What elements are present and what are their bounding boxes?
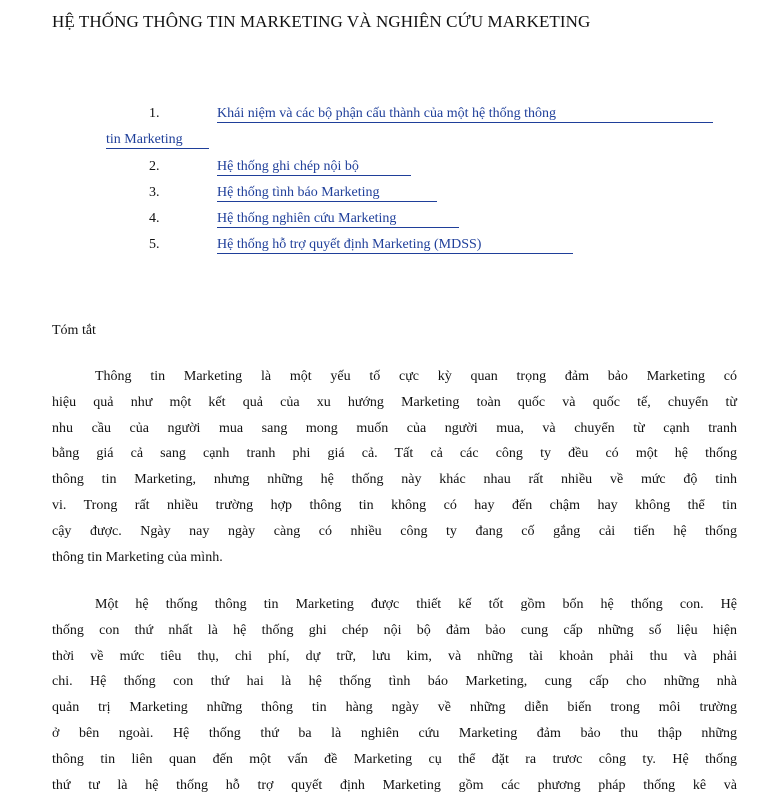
summary-paragraph-1 [52,364,737,570]
toc-underline-1 [217,122,713,123]
toc-link-3[interactable]: Hệ thống tình báo Marketing [217,185,380,200]
toc-number-1: 1. [149,106,160,121]
toc-number-3: 3. [149,185,160,200]
toc-link-1-continued[interactable]: tin Marketing [106,132,183,147]
toc-link-1[interactable]: Khái niệm và các bộ phận cấu thành của một hệ thống thông [217,106,557,121]
paragraph-line: thời về mức tiêu thụ, chi phí, dự trữ, lưu kim, và những tài khoản phải thu và phải [52,648,737,664]
toc-underline-1b [106,148,209,149]
paragraph-line: bằng giá cả sang cạnh tranh phi giá cả. Tất cả các công ty đều có một hệ thống [52,446,737,462]
summary-paragraph-2 [52,592,737,798]
paragraph-line: thống con thứ nhất là hệ thống ghi chép nội bộ đảm bảo cung cấp những số liệu hiện [52,622,737,638]
toc-link-2[interactable]: Hệ thống ghi chép nội bộ [217,159,359,174]
paragraph-line: thứ tư là hệ thống hỗ trợ quyết định Marketing gồm các phương pháp thống kê và [52,777,737,793]
paragraph-line: cậy được. Ngày nay ngày càng có nhiều công ty đang cố gắng cải tiến hệ thống [52,523,737,539]
paragraph-line: ở bên ngoài. Hệ thống thứ ba là nghiên cứu Marketing đảm bảo thu thập những [52,725,737,741]
toc-number-5: 5. [149,237,160,252]
paragraph-line: thông tin Marketing, nhưng những hệ thống này khác nhau rất nhiều về mức độ tinh [52,472,737,488]
paragraph-line: nhu cầu của người mua sang mong muốn của người mua, và chuyển từ cạnh tranh [52,420,737,436]
paragraph-line: hiệu quả như một kết quả của xu hướng Marketing toàn quốc và quốc tế, chuyển từ [52,394,737,410]
paragraph-line: Một hệ thống thông tin Marketing được thiết kế tốt gồm bốn hệ thống con. Hệ [95,597,737,612]
summary-heading: Tóm tắt [52,323,96,338]
document-title: HỆ THỐNG THÔNG TIN MARKETING VÀ NGHIÊN CỨU MARKETING [52,12,591,31]
paragraph-line: thông tin liên quan đến một vấn đề Marketing cụ thể đặt ra trươc công ty. Hệ thống [52,751,737,767]
paragraph-line: thông tin Marketing của mình. [52,549,223,565]
toc-link-4[interactable]: Hệ thống nghiên cứu Marketing [217,211,397,226]
toc-underline-4 [217,227,459,228]
toc-underline-2 [217,175,411,176]
paragraph-line: chi. Hệ thống con thứ hai là hệ thống tình báo Marketing, cung cấp cho những nhà [52,674,737,690]
paragraph-line: Thông tin Marketing là một yếu tố cực kỳ quan trọng đảm bảo Marketing có [95,369,737,384]
toc-underline-5 [217,253,573,254]
toc-number-2: 2. [149,159,160,174]
paragraph-line: quản trị Marketing những thông tin hàng ngày về những diễn biến trong môi trường [52,700,737,716]
toc-number-4: 4. [149,211,160,226]
paragraph-line: vi. Trong rất nhiều trường hợp thông tin không có hay đến chậm hay không thể tin [52,497,737,513]
toc-link-5[interactable]: Hệ thống hỗ trợ quyết định Marketing (MDSS) [217,237,482,252]
toc-underline-3 [217,201,437,202]
